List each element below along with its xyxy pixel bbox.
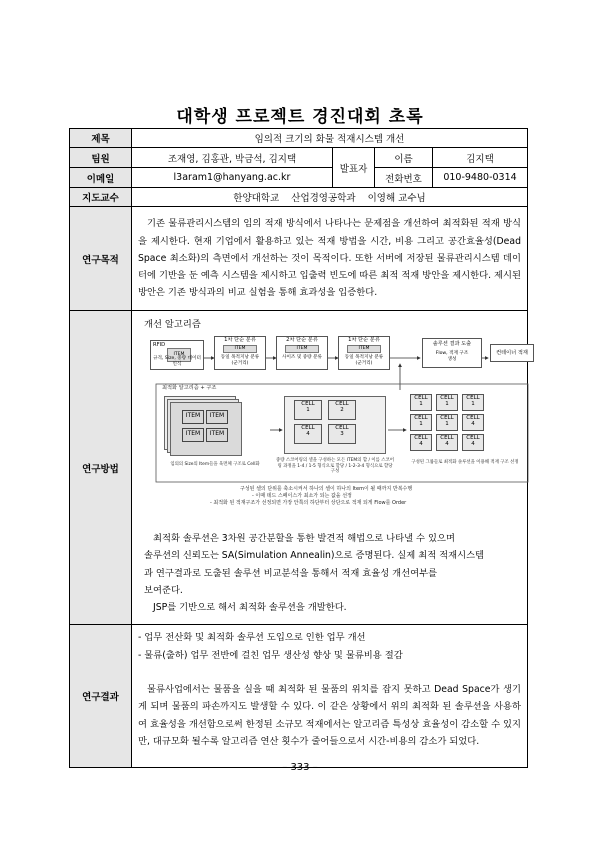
solution-box [422, 338, 482, 368]
stage1-box [214, 336, 266, 370]
stage2-title: 2차 단순 분류 [286, 337, 318, 343]
cell-quad-2: CELL 2 [328, 400, 356, 420]
result-row [70, 625, 528, 768]
stage2-box [276, 336, 328, 370]
method-line-3: 과 연구결과로 도출된 솔루션 비교분석을 통해서 적재 효율성 개선여부를 [144, 567, 438, 579]
email-label: 이메일 [70, 168, 132, 188]
abstract-form-table [69, 128, 528, 768]
method-line-4: 보여준다. [144, 584, 183, 596]
phone-label: 전화번호 [375, 168, 433, 188]
purpose-text: 기존 물류관리시스템의 임의 적재 방식에서 나타나는 문제점을 개선하여 최적화된 적재 방식을 제시한다. 현재 기업에서 활용하고 있는 적재 방법을 시간, 비용 그리고 공간효율성(Dead Space 최소화)의 측면에서 개선하는 것이 목적이다. 또한 서버에 저장된 물류관리시스템 데이터에 기반을 둔 예측 시스템을 제시하고 입출력 빈도에 따른 최적 적재 방안을 제시한다. 제시된 방안은 기존 방식과의 비교 실험을 통해 효과성을 입증한다. [138, 218, 521, 299]
page-number: – 333 – [282, 762, 318, 773]
email-row [70, 168, 528, 188]
page-title: 대학생 프로젝트 경진대회 초록 [176, 107, 424, 127]
team-value: 조재영, 김홍관, 박금석, 김지택 [132, 148, 333, 168]
advisor-value [132, 188, 528, 207]
email-value: l3aram1@hanyang.ac.kr [132, 168, 333, 188]
algorithm-diagram [148, 334, 548, 534]
stage3-item: ITEM [347, 345, 381, 353]
rfid-box [150, 340, 204, 370]
team-label: 팀원 [70, 148, 132, 168]
cell-quad-3: CELL 3 [328, 424, 356, 444]
diagram-note-1: 구성된 셀의 단위를 축소시켜서 하나의 셀이 하나의 Item이 될 때까지 반복수행 [240, 486, 413, 492]
grid-cell-7: CELL 4 [410, 434, 432, 451]
item-sq-1: ITEM [182, 410, 204, 424]
container-label: 컨테이너 적재 [496, 350, 528, 356]
caption-left: 임의의 Size의 Item들을 육면체 구조로 Cell화 [170, 462, 260, 467]
method-line-2: 솔루션의 신뢰도는 SA(Simulation Annealin)으로 증명된다. 실제 최적 적재시스템 [144, 550, 485, 562]
purpose-cell [132, 207, 528, 311]
purpose-label: 연구목적 [70, 207, 132, 311]
stage3-title: 1차 단순 분류 [348, 337, 380, 343]
stage3-box [338, 336, 390, 370]
stage1-sub: 동일 목적지낭 분류 [220, 355, 260, 360]
stage3-sub: 동일 목적지낭 분류 [344, 355, 384, 360]
grid-cell-9: CELL 4 [462, 434, 484, 451]
advisor-name: 이영해 교수님 [367, 193, 426, 204]
opt-title: 최적화 알고리즘 + 구조 [162, 385, 217, 391]
stage1-item: ITEM [223, 345, 257, 353]
items-stack [164, 396, 270, 458]
result-bullet-1: - 업무 전산화 및 최적화 솔루션 도입으로 인한 업무 개선 [138, 632, 366, 644]
grid-cell-5: CELL 1 [436, 414, 458, 431]
cell-quad-1: CELL 1 [294, 400, 322, 420]
phone-value: 010-9480-0314 [433, 168, 528, 188]
grid-cell-1: CELL 1 [410, 394, 432, 411]
diagram-note-3: - 최적화 된 적재구조가 선정되면 가장 안쪽의 하단부터 상단으로 적재 되게 Flow를 Order [210, 500, 407, 506]
name-value: 김지택 [433, 148, 528, 168]
stage2-item: ITEM [285, 345, 319, 353]
method-line-5: JSP를 기반으로 해서 최적화 솔루션을 개발한다. [153, 602, 347, 614]
item-sq-3: ITEM [182, 428, 204, 442]
advisor-label: 지도교수 [70, 188, 132, 207]
result-cell [132, 625, 528, 768]
diagram-note-2: - 이때 데드 스페이스가 최소가 되는 값을 선정 [252, 493, 352, 499]
algo-title: 개선 알고리즘 [144, 319, 201, 330]
method-text [138, 528, 521, 622]
grid-cell-6: CELL 4 [462, 414, 484, 431]
subject-value: 임의적 크기의 화물 적재시스템 개선 [132, 129, 528, 148]
result-label: 연구결과 [70, 625, 132, 768]
grid-cell-3: CELL 1 [462, 394, 484, 411]
presenter-label: 발표자 [333, 148, 375, 188]
method-label: 연구방법 [70, 311, 132, 625]
cells-grid [410, 394, 500, 460]
cells-quad [284, 396, 388, 456]
subject-row [70, 129, 528, 148]
item-sq-2: ITEM [206, 410, 228, 424]
grid-cell-8: CELL 4 [436, 434, 458, 451]
solution-title: 솔루션 결과 도출 [432, 341, 472, 347]
advisor-dept: 산업경영공학과 [291, 193, 356, 204]
method-line-1: 최적화 솔루션은 3차원 공간분할을 통한 발견적 해법으로 나타낼 수 있으며 [153, 533, 455, 544]
team-row [70, 148, 528, 168]
grid-cell-2: CELL 1 [436, 394, 458, 411]
stage1-sub2: (군거리) [231, 361, 249, 366]
advisor-row [70, 188, 528, 207]
result-bullet-2: - 물류(출하) 업무 전반에 걸친 업무 생산성 향상 및 물류비용 절감 [138, 649, 403, 661]
cell-quad-4: CELL 4 [294, 424, 322, 444]
purpose-row [70, 207, 528, 311]
stage2-sub: 사이즈 및 중량 분류 [282, 355, 322, 360]
method-row [70, 311, 528, 625]
result-text: 물류사업에서는 물품을 실을 때 최적화 된 물품의 위치를 잡지 못하고 Dead Space가 생기게 되며 물품의 파손까지도 발생할 수 있다. 이 같은 상황에서 위의 최적화 된 솔루션을 사용하여 효율성을 개선함으로써 한정된 소규모 적재에서는 알고리즘 특성상 효율성이 감소할 수 있지만, 대규모화 될수록 알고리즘 연산 횟수가 줄어들으로서 시간-비용의 감소가 되었다. [138, 684, 521, 747]
advisor-school: 한양대학교 [233, 193, 280, 204]
rfid-caption: 규격, Size, 중량 데이터 인식 [153, 356, 201, 367]
container-box [490, 344, 534, 362]
method-cell [132, 311, 528, 625]
item-sq-4: ITEM [206, 428, 228, 442]
stage3-sub2: (군거리) [355, 361, 373, 366]
name-label: 이름 [375, 148, 433, 168]
caption-mid: 중량 스코어링의 셀을 구성하는 모든 ITEM의 합 / 이를 스코어링 과정을 1-4 / 1-5 형식으로 할당 / 1-2-3-4 형식으로 할당 구성 [276, 458, 394, 474]
stage1-title: 1차 단순 분류 [224, 337, 256, 343]
subject-label: 제목 [70, 129, 132, 148]
solution-sub: Flow, 적재 구조 생성 [435, 351, 469, 362]
rfid-item: ITEM [167, 348, 191, 362]
grid-cell-4: CELL 1 [410, 414, 432, 431]
rfid-label: RFID [153, 342, 166, 348]
caption-right: 구성된 그룹들로 최적화 솔루션을 이용해 적재 구조 선정 [411, 460, 519, 465]
